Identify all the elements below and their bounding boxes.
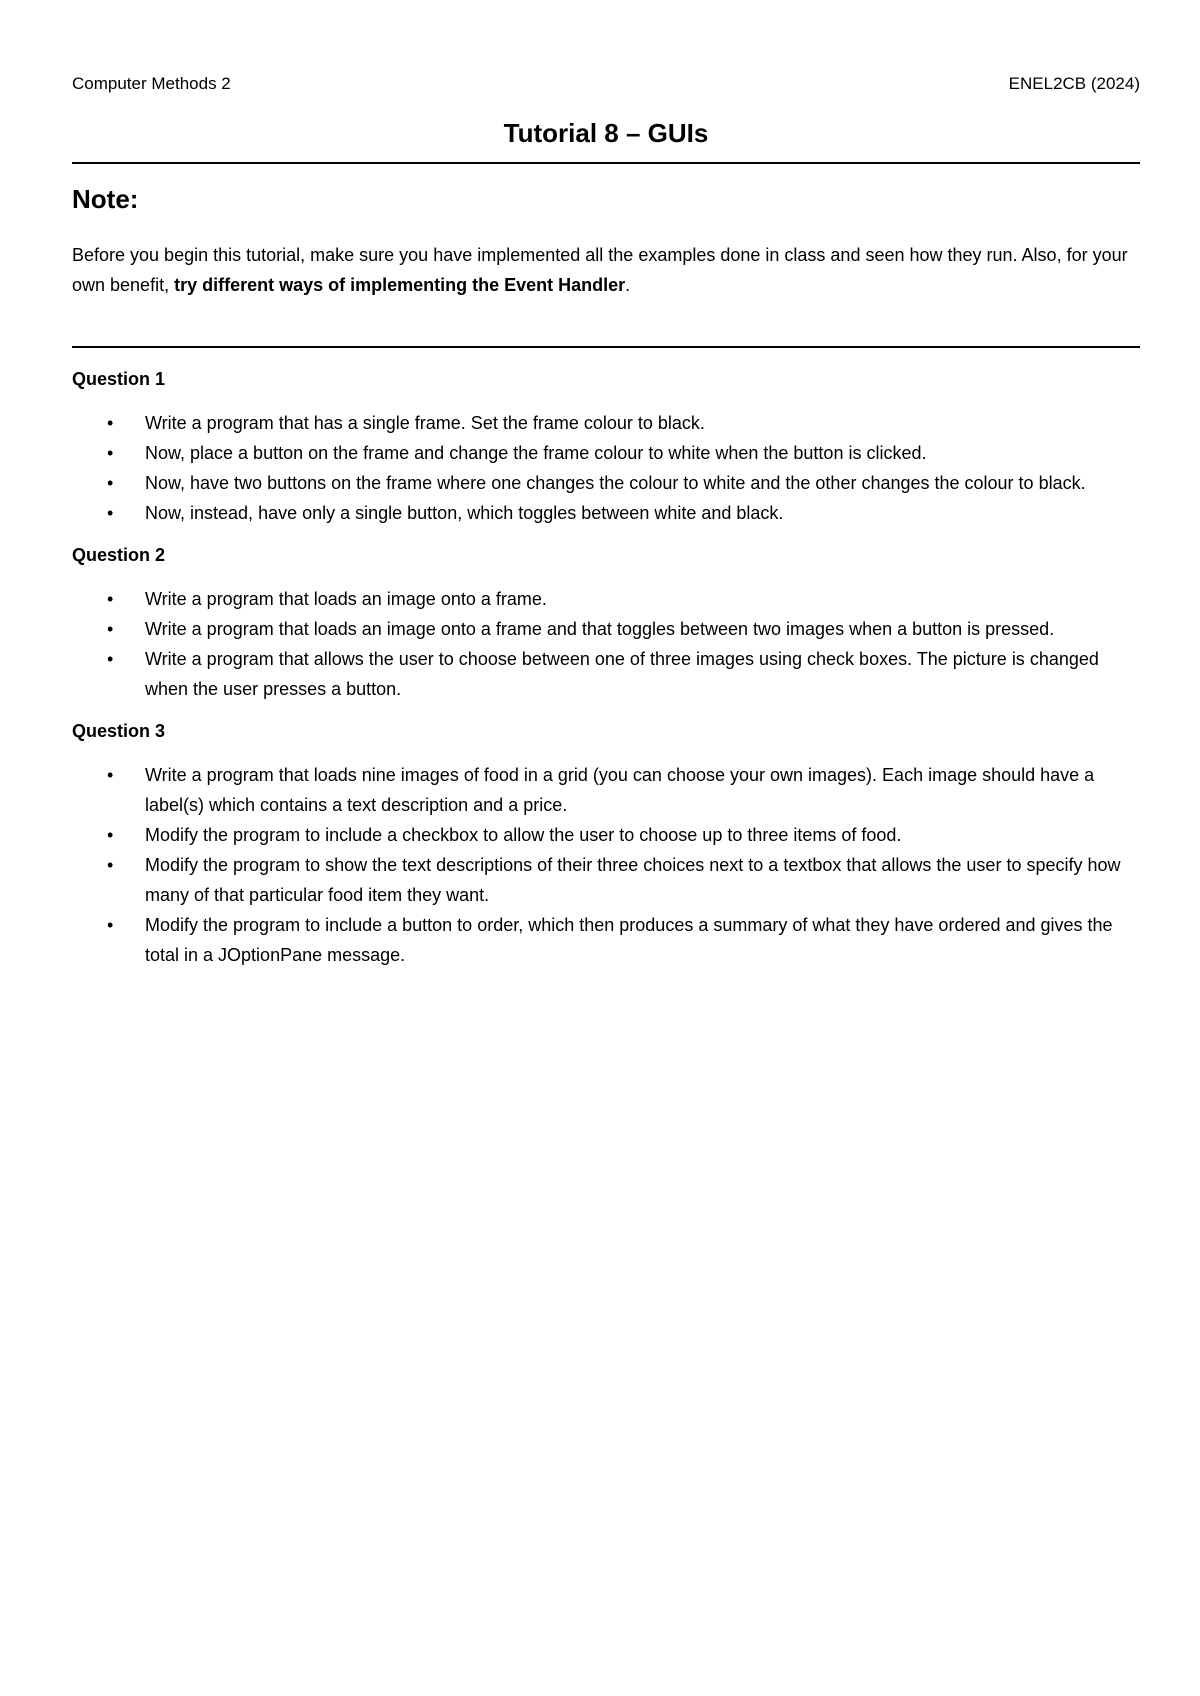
question-block [72, 540, 1140, 704]
bullet-icon: • [107, 589, 114, 609]
list-item [72, 408, 1140, 438]
bullet-icon: • [107, 473, 114, 493]
questions-section [72, 364, 1140, 982]
list-item-text: Write a program that loads an image onto a frame. [145, 589, 547, 609]
note-text-bold: try different ways of implementing the Event Handler [174, 275, 626, 295]
note-heading: Note: [72, 184, 139, 214]
list-item-text: Now, instead, have only a single button, which toggles between white and black. [145, 503, 784, 523]
list-item-text: Modify the program to include a checkbox to allow the user to choose up to three items of food. [145, 825, 902, 845]
question-block [72, 364, 1140, 528]
course-name: Computer Methods 2 [72, 74, 231, 93]
list-item-text: Modify the program to show the text descriptions of their three choices next to a textbox that allows the user to specify how many of that particular food item they want. [145, 855, 1121, 905]
question-heading: Question 3 [72, 721, 166, 741]
list-item [72, 584, 1140, 614]
bullet-icon: • [107, 503, 114, 523]
bullet-icon: • [107, 915, 114, 935]
question-heading: Question 1 [72, 369, 166, 389]
document-page [72, 0, 1140, 1696]
list-item-text: Now, place a button on the frame and change the frame colour to white when the button is clicked. [145, 443, 927, 463]
list-item [72, 614, 1140, 644]
bullet-icon: • [107, 825, 114, 845]
list-item-text: Write a program that allows the user to choose between one of three images using check boxes. The picture is changed when the user presses a button. [145, 649, 1099, 699]
list-item [72, 438, 1140, 468]
bullet-icon: • [107, 443, 114, 463]
page-header [72, 74, 1140, 98]
list-item-text: Write a program that has a single frame. Set the frame colour to black. [145, 413, 705, 433]
list-item-text: Modify the program to include a button to order, which then produces a summary of what they have ordered and gives the total in a JOptionPane message. [145, 915, 1113, 965]
question-list [72, 408, 1140, 528]
list-item [72, 644, 1140, 704]
question-heading: Question 2 [72, 545, 166, 565]
list-item [72, 850, 1140, 910]
list-item [72, 820, 1140, 850]
question-block [72, 716, 1140, 970]
list-item [72, 760, 1140, 820]
course-code: ENEL2CB (2024) [1008, 74, 1140, 93]
page-title: Tutorial 8 – GUIs [503, 118, 709, 148]
bullet-icon: • [107, 855, 114, 875]
list-item [72, 498, 1140, 528]
list-item [72, 468, 1140, 498]
list-item-text: Write a program that loads nine images of food in a grid (you can choose your own images). Each image should have a label(s) which contains a text description and a price. [145, 765, 1095, 815]
question-list [72, 760, 1140, 970]
note-divider [72, 346, 1140, 348]
note-text [72, 240, 1140, 300]
list-item [72, 910, 1140, 970]
bullet-icon: • [107, 619, 114, 639]
question-list [72, 584, 1140, 704]
list-item-text: Now, have two buttons on the frame where one changes the colour to white and the other changes the colour to black. [145, 473, 1086, 493]
title-divider [72, 162, 1140, 164]
note-text-end: . [625, 275, 631, 295]
list-item-text: Write a program that loads an image onto a frame and that toggles between two images when a button is pressed. [145, 619, 1055, 639]
bullet-icon: • [107, 413, 114, 433]
bullet-icon: • [107, 649, 114, 669]
bullet-icon: • [107, 765, 114, 785]
note-text-plain: Before you begin this tutorial, make sure you have implemented all the examples done in class and seen how they run. Also, for your own benefit, [72, 245, 1128, 295]
